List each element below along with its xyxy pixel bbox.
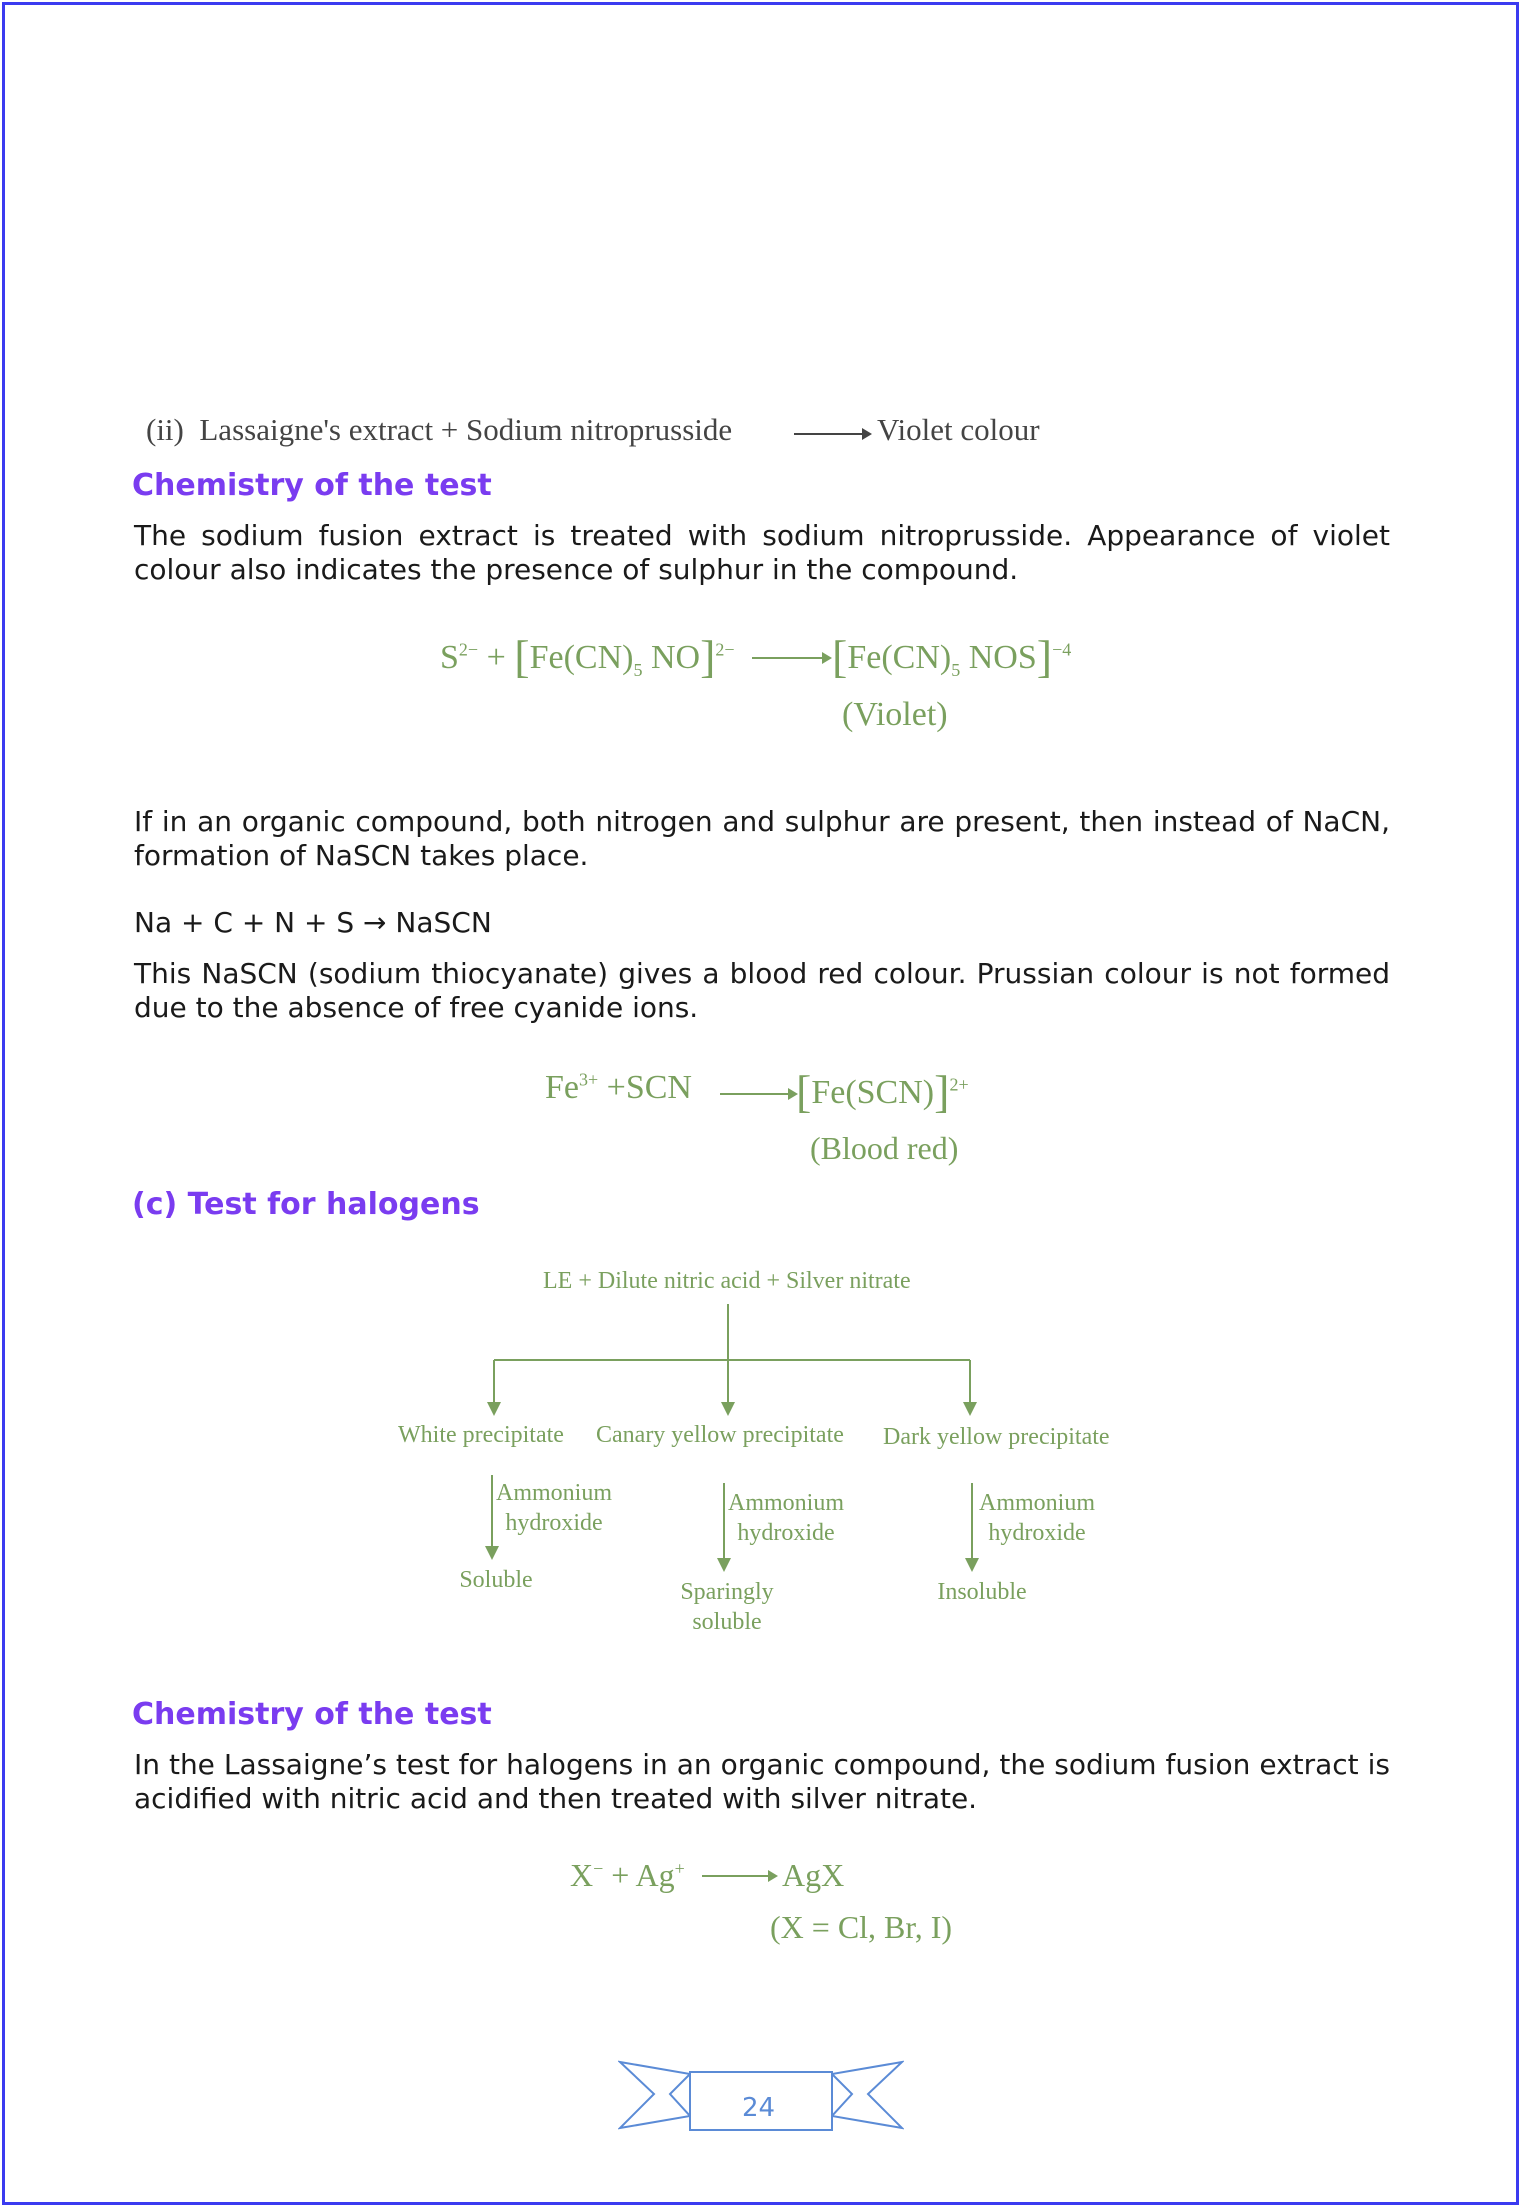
eq-ion: S xyxy=(440,639,459,676)
reagent-line: hydroxide xyxy=(988,1520,1086,1546)
result-line: Sparingly xyxy=(680,1579,774,1605)
reagent-line: hydroxide xyxy=(505,1510,603,1536)
eq-complex-charge: 2− xyxy=(715,639,735,660)
eq-product-ligand: NOS xyxy=(968,639,1037,676)
reagent-line: Ammonium xyxy=(979,1490,1096,1516)
reaction-rhs: Violet colour xyxy=(877,412,1040,447)
paragraph: This NaSCN (sodium thiocyanate) gives a blood red colour. Prussian colour is not formed due to the absence of free cyanide ions. xyxy=(134,957,1390,1024)
eq-product-charge: −4 xyxy=(1052,639,1072,660)
eq-ion-charge: 2− xyxy=(458,639,479,660)
eq-product: Fe(SCN) xyxy=(811,1074,935,1111)
reagent-label xyxy=(979,1488,1095,1548)
eq-ion-charge: − xyxy=(593,1858,604,1879)
eq-ion: X xyxy=(570,1857,594,1893)
result-label xyxy=(456,1565,536,1595)
reagent-line: Ammonium xyxy=(728,1490,845,1516)
equation-product: $[Fe(SCN)]^{2+}$ xyxy=(796,1066,969,1117)
reagent-line: hydroxide xyxy=(737,1520,835,1546)
flowchart-top: LE + Dilute nitric acid + Silver nitrate xyxy=(543,1268,911,1294)
equation-note: (Violet) xyxy=(842,696,948,733)
equation-nitroprusside: $S^{2-} + [Fe(CN)_5$ NO]$^{2-}$ xyxy=(440,631,735,682)
equation-note: (X = Cl, Br, I) xyxy=(770,1909,953,1945)
result-line: Insoluble xyxy=(937,1579,1027,1605)
eq-product-sub: 5 xyxy=(951,659,961,680)
result-line: Soluble xyxy=(459,1567,533,1593)
paragraph: In the Lassaigne’s test for halogens in an organic compound, the sodium fusion extract is acidified with nitric acid and then treated with silver nitrate. xyxy=(134,1748,1390,1815)
equation-nascn: Na + C + N + S → NaSCN xyxy=(134,906,492,939)
equation-product: [$Fe(CN)_5$ NOS]$^{-4}$ xyxy=(832,631,1072,682)
equation-product: AgX xyxy=(782,1857,845,1893)
eq-plus: + xyxy=(486,639,506,676)
result-label xyxy=(672,1577,782,1637)
reaction-label: (ii) xyxy=(146,412,184,447)
eq-complex-sub: 5 xyxy=(633,659,643,680)
eq-ligand: NO xyxy=(650,639,701,676)
eq-ion-charge: 3+ xyxy=(579,1069,599,1090)
reagent-line: Ammonium xyxy=(496,1480,613,1506)
eq-ion: Fe xyxy=(545,1069,579,1106)
page-number: 24 xyxy=(742,2093,776,2123)
equation-silver xyxy=(570,1857,685,1894)
reagent-label xyxy=(496,1478,612,1538)
reagent-label xyxy=(728,1488,844,1548)
equation-note: (Blood red) xyxy=(810,1130,959,1166)
eq-plus-charge: + xyxy=(674,1858,685,1879)
precipitate-canary-yellow: Canary yellow precipitate xyxy=(596,1422,844,1448)
paragraph: If in an organic compound, both nitrogen and sulphur are present, then instead of NaCN, formation of NaSCN takes place. xyxy=(134,805,1390,872)
precipitate-dark-yellow: Dark yellow precipitate xyxy=(883,1424,1110,1450)
eq-product: Fe(CN) xyxy=(847,639,952,676)
result-label xyxy=(930,1577,1034,1607)
eq-reagent: +SCN xyxy=(606,1069,692,1106)
paragraph: The sodium fusion extract is treated with sodium nitroprusside. Appearance of violet colour also indicates the presence of sulphur in the compound. xyxy=(134,519,1390,586)
eq-complex: Fe(CN) xyxy=(529,639,634,676)
result-line: soluble xyxy=(692,1609,762,1635)
section-heading: Chemistry of the test xyxy=(132,1697,492,1732)
eq-arrow xyxy=(700,1866,780,1886)
eq-plus: + Ag xyxy=(611,1857,675,1893)
section-heading: (c) Test for halogens xyxy=(132,1187,480,1222)
eq-product-charge: 2+ xyxy=(949,1074,969,1095)
reaction-lhs: Lassaigne's extract + Sodium nitroprusside xyxy=(199,412,733,447)
section-heading: Chemistry of the test xyxy=(132,468,492,503)
precipitate-white: White precipitate xyxy=(398,1422,564,1448)
